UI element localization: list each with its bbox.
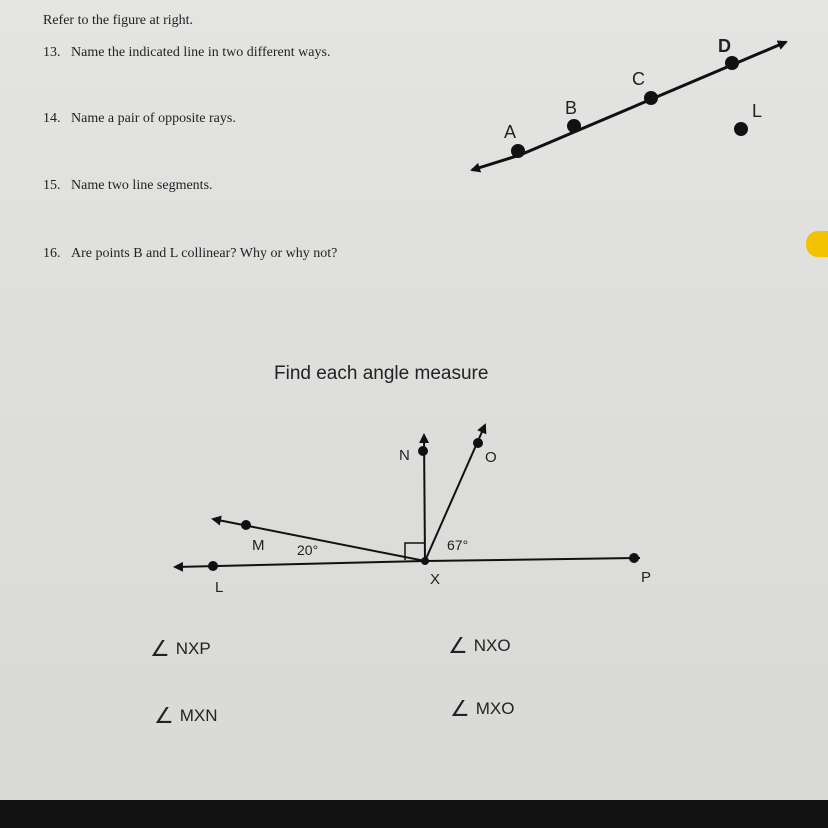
yellow-tab-marker	[806, 231, 828, 257]
angle-item-nxp	[150, 636, 211, 662]
figure-angles-at-x	[175, 425, 651, 596]
question-text: Are points B and L collinear? Why or why not?	[71, 246, 338, 261]
label-l: L	[215, 579, 224, 596]
angle-symbol-icon: ∠	[450, 696, 470, 721]
question-number: 14.	[43, 111, 61, 126]
label-x: X	[430, 571, 441, 588]
point-l-label: L	[752, 101, 763, 121]
angle-name: MXN	[179, 706, 218, 725]
angle-20-label: 20°	[297, 542, 319, 558]
point-c-dot	[644, 91, 658, 105]
point-d-dot	[725, 56, 739, 70]
point-b-label: B	[565, 98, 578, 118]
point-o-dot	[473, 438, 483, 448]
point-a-label: A	[504, 122, 517, 142]
angle-item-mxn	[154, 703, 218, 729]
angle-symbol-icon: ∠	[448, 633, 468, 658]
point-d-label: D	[718, 36, 731, 56]
point-n-dot	[418, 446, 428, 456]
label-m: M	[252, 537, 265, 554]
question-text: Name a pair of opposite rays.	[71, 111, 236, 126]
figure-line-abcd	[472, 36, 786, 170]
label-p: P	[641, 569, 652, 586]
label-o: O	[485, 449, 497, 466]
angle-67-label: 67°	[447, 537, 469, 553]
point-c-label: C	[632, 69, 645, 89]
ray-xp	[425, 558, 640, 561]
line-arrow-left	[472, 155, 520, 170]
angle-name: NXP	[175, 639, 211, 658]
angle-symbol-icon: ∠	[150, 636, 170, 661]
point-l-dot	[734, 122, 748, 136]
question-text: Name the indicated line in two different ways.	[71, 45, 331, 60]
angle-name: NXO	[473, 636, 511, 655]
label-n: N	[399, 447, 410, 464]
intro-text: Refer to the figure at right.	[43, 13, 194, 28]
point-l2-dot	[208, 561, 218, 571]
angle-item-mxo	[450, 696, 514, 722]
section-heading: Find each angle measure	[274, 363, 489, 384]
vertex-x-dot	[421, 557, 429, 565]
point-b-dot	[567, 119, 581, 133]
angle-name: MXO	[475, 699, 515, 718]
point-a-dot	[511, 144, 525, 158]
point-p-dot	[629, 553, 639, 563]
question-number: 16.	[43, 246, 61, 261]
point-m-dot	[241, 520, 251, 530]
dark-background-edge	[0, 800, 828, 828]
question-number: 15.	[43, 178, 61, 193]
question-text: Name two line segments.	[71, 178, 213, 193]
angle-item-nxo	[448, 633, 511, 659]
question-number: 13.	[43, 45, 61, 60]
angle-symbol-icon: ∠	[154, 703, 174, 728]
